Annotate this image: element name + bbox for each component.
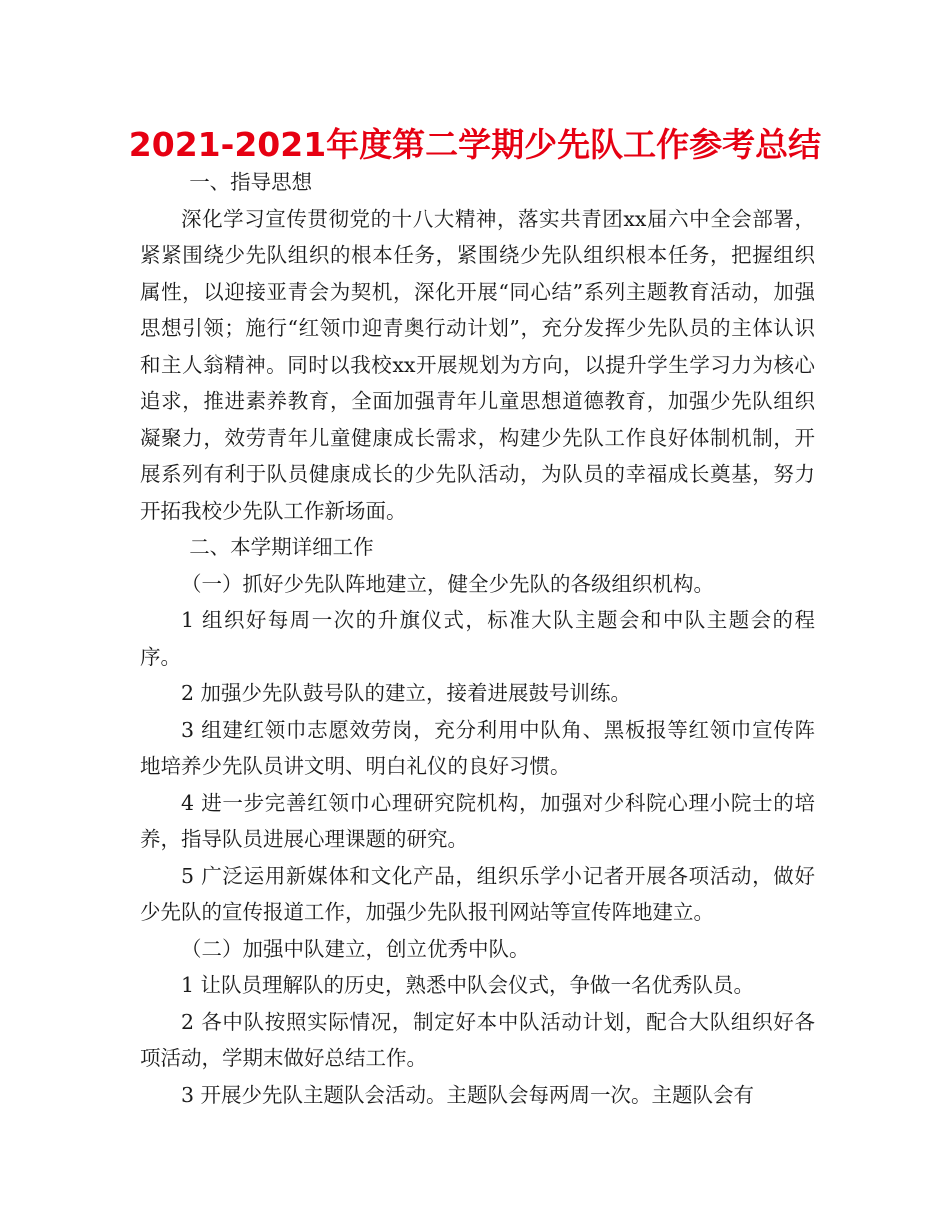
list-item: 4 进一步完善红领巾心理研究院机构，加强对少科院心理小院士的培养，指导队员进展心理课题的研究。 [140, 790, 815, 851]
list-item: 3 开展少先队主题队会活动。主题队会每两周一次。主题队会有 [181, 1082, 755, 1107]
section-heading-detailed-work: 二、本学期详细工作 [189, 535, 374, 559]
paragraph-guiding-ideology: 深化学习宣传贯彻党的十八大精神，落实共青团xx届六中全会部署，紧紧围绕少先队组织的根本任务，紧围绕少先队组织根本任务，把握组织属性，以迎接亚青会为契机，深化开展“同心结”系列主题教育活动，加强思想引领；施行“红领巾迎青奥行动计划”，充分发挥少先队员的主体认识和主人翁精神。同时以我校xx开展规划为方向，以提升学生学习力为核心追求，推进素养教育，全面加强青年儿童思想道德教育，加强少先队组织凝聚力，效劳青年儿童健康成长需求，构建少先队工作良好体制机制，开展系列有利于队员健康成长的少先队活动，为队员的幸福成长奠基，努力开拓我校少先队工作新场面。 [140, 206, 815, 523]
subsection-heading-one: （一）抓好少先队阵地建立，健全少先队的各级组织机构。 [181, 571, 714, 596]
list-item: 2 各中队按照实际情况，制定好本中队活动计划，配合大队组织好各项活动，学期末做好总结工作。 [140, 1009, 815, 1070]
list-item: 1 组织好每周一次的升旗仪式，标准大队主题会和中队主题会的程序。 [140, 608, 815, 669]
document-body [140, 164, 815, 1113]
list-item: 2 加强少先队鼓号队的建立，接着进展鼓号训练。 [181, 681, 632, 705]
section-heading-guiding-ideology: 一、指导思想 [189, 170, 313, 194]
list-item: 1 让队员理解队的历史，熟悉中队会仪式，争做一名优秀队员。 [181, 973, 755, 997]
document-title: 2021-2021年度第二学期少先队工作参考总结 [128, 125, 822, 164]
subsection-heading-two: （二）加强中队建立，创立优秀中队。 [181, 936, 530, 961]
list-item: 5 广泛运用新媒体和文化产品，组织乐学小记者开展各项活动，做好少先队的宣传报道工作，加强少先队报刊网站等宣传阵地建立。 [140, 863, 815, 924]
list-item: 3 组建红领巾志愿效劳岗，充分利用中队角、黑板报等红领巾宣传阵地培养少先队员讲文明、明白礼仪的良好习惯。 [140, 717, 815, 778]
